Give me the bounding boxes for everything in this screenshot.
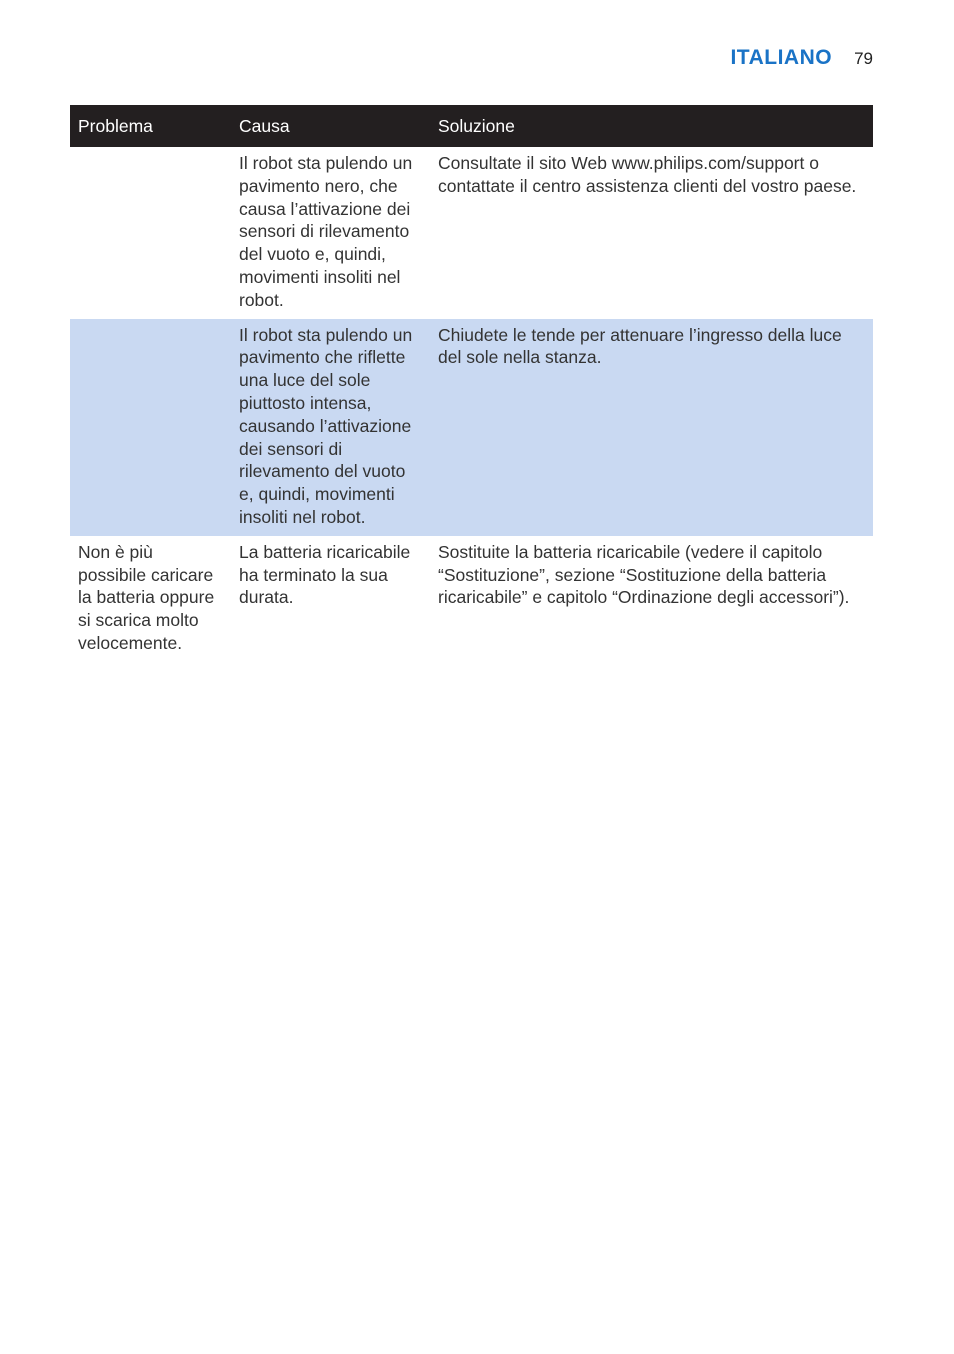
solution-cell: Consultate il sito Web www.philips.com/support o contattate il centro assistenza clienti del vostro paese.: [438, 153, 857, 196]
table-row: [70, 319, 873, 536]
cause-cell: La batteria ricaricabile ha terminato la sua durata.: [239, 541, 411, 608]
cause-cell: Il robot sta pulendo un pavimento nero, che causa l’attivazione dei sensori di rilevamento del vuoto e, quindi, movimenti insoliti nel robot.: [239, 153, 413, 310]
cause-cell: Il robot sta pulendo un pavimento che riflette una luce del sole piuttosto intensa, causando l’attivazione dei sensori di rilevamento del vuoto e, quindi, movimenti insoliti nel robot.: [231, 319, 430, 536]
column-header-cause: Causa: [231, 105, 430, 147]
language-label: ITALIANO: [730, 46, 833, 69]
table-header-row: [70, 105, 873, 147]
troubleshooting-table: [70, 105, 873, 662]
table-row: [70, 536, 873, 662]
table-row: [70, 147, 873, 319]
solution-cell: Chiudete le tende per attenuare l’ingresso della luce del sole nella stanza.: [430, 319, 873, 536]
column-header-problem: Problema: [70, 105, 231, 147]
page-header: [730, 46, 873, 70]
page-number: 79: [854, 49, 873, 68]
problem-cell: Non è più possibile caricare la batteria oppure si scarica molto velocemente.: [78, 541, 215, 653]
column-header-solution: Soluzione: [430, 105, 873, 147]
problem-cell: [70, 319, 231, 536]
problem-cell: [70, 147, 231, 319]
solution-cell: Sostituite la batteria ricaricabile (vedere il capitolo “Sostituzione”, sezione “Sostituzione della batteria ricaricabile” e capitolo “Ordinazione degli accessori”).: [438, 541, 850, 608]
